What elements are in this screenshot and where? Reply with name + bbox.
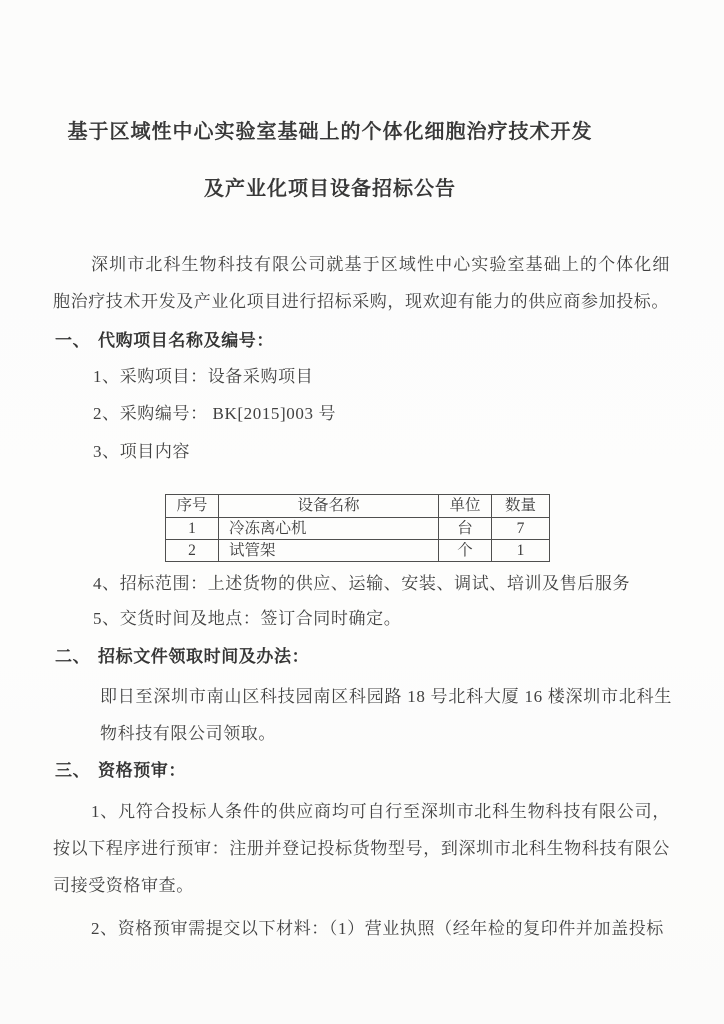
section1-item-project-content: 3、项目内容 [93, 442, 191, 461]
section2-body: 即日至深圳市南山区科技园南区科园路 18 号北科大厦 16 楼深圳市北科生物科技有限公司领取。 [100, 687, 672, 743]
cell-unit: 个 [439, 540, 492, 562]
cell-quantity: 7 [492, 518, 550, 540]
equipment-table [165, 494, 550, 562]
table-row [166, 518, 550, 540]
table-header-unit: 单位 [439, 495, 492, 518]
section3-paragraph2: 2、资格预审需提交以下材料：（1）营业执照（经年检的复印件并加盖投标 [91, 919, 664, 938]
cell-quantity: 1 [492, 540, 550, 562]
document-title-line1: 基于区域性中心实验室基础上的个体化细胞治疗技术开发 [67, 121, 593, 143]
document-title-line2: 及产业化项目设备招标公告 [204, 178, 456, 200]
section1-item-delivery: 5、交货时间及地点：签订合同时确定。 [93, 609, 402, 628]
section2-title: 招标文件领取时间及办法： [98, 647, 310, 666]
cell-serial: 1 [166, 518, 219, 540]
intro-paragraph: 深圳市北科生物科技有限公司就基于区域性中心实验室基础上的个体化细胞治疗技术开发及产业化项目进行招标采购，现欢迎有能力的供应商参加投标。 [53, 255, 670, 311]
table-header-quantity: 数量 [492, 495, 550, 518]
section1-number: 一、 [55, 331, 91, 350]
section1-title: 代购项目名称及编号： [98, 331, 274, 350]
section1-heading [55, 330, 274, 352]
table-header-serial: 序号 [166, 495, 219, 518]
section3-title: 资格预审： [98, 761, 186, 780]
section2-heading [55, 646, 309, 668]
cell-equipment-name: 试管架 [219, 540, 439, 562]
cell-equipment-name: 冷冻离心机 [219, 518, 439, 540]
table-row [166, 540, 550, 562]
cell-serial: 2 [166, 540, 219, 562]
equipment-table-header-row [166, 495, 550, 518]
section1-item-procurement-project: 1、采购项目：设备采购项目 [93, 367, 314, 386]
section1-item-procurement-number: 2、采购编号： BK[2015]003 号 [93, 404, 337, 423]
section2-number: 二、 [55, 647, 91, 666]
section3-paragraph1: 1、凡符合投标人条件的供应商均可自行至深圳市北科生物科技有限公司，按以下程序进行预审：注册并登记投标货物型号，到深圳市北科生物科技有限公司接受资格审查。 [53, 802, 670, 895]
section1-item-bid-scope: 4、招标范围：上述货物的供应、运输、安装、调试、培训及售后服务 [93, 574, 631, 593]
table-header-equipment-name: 设备名称 [219, 495, 439, 518]
section3-number: 三、 [55, 761, 91, 780]
cell-unit: 台 [439, 518, 492, 540]
section3-heading [55, 760, 186, 782]
